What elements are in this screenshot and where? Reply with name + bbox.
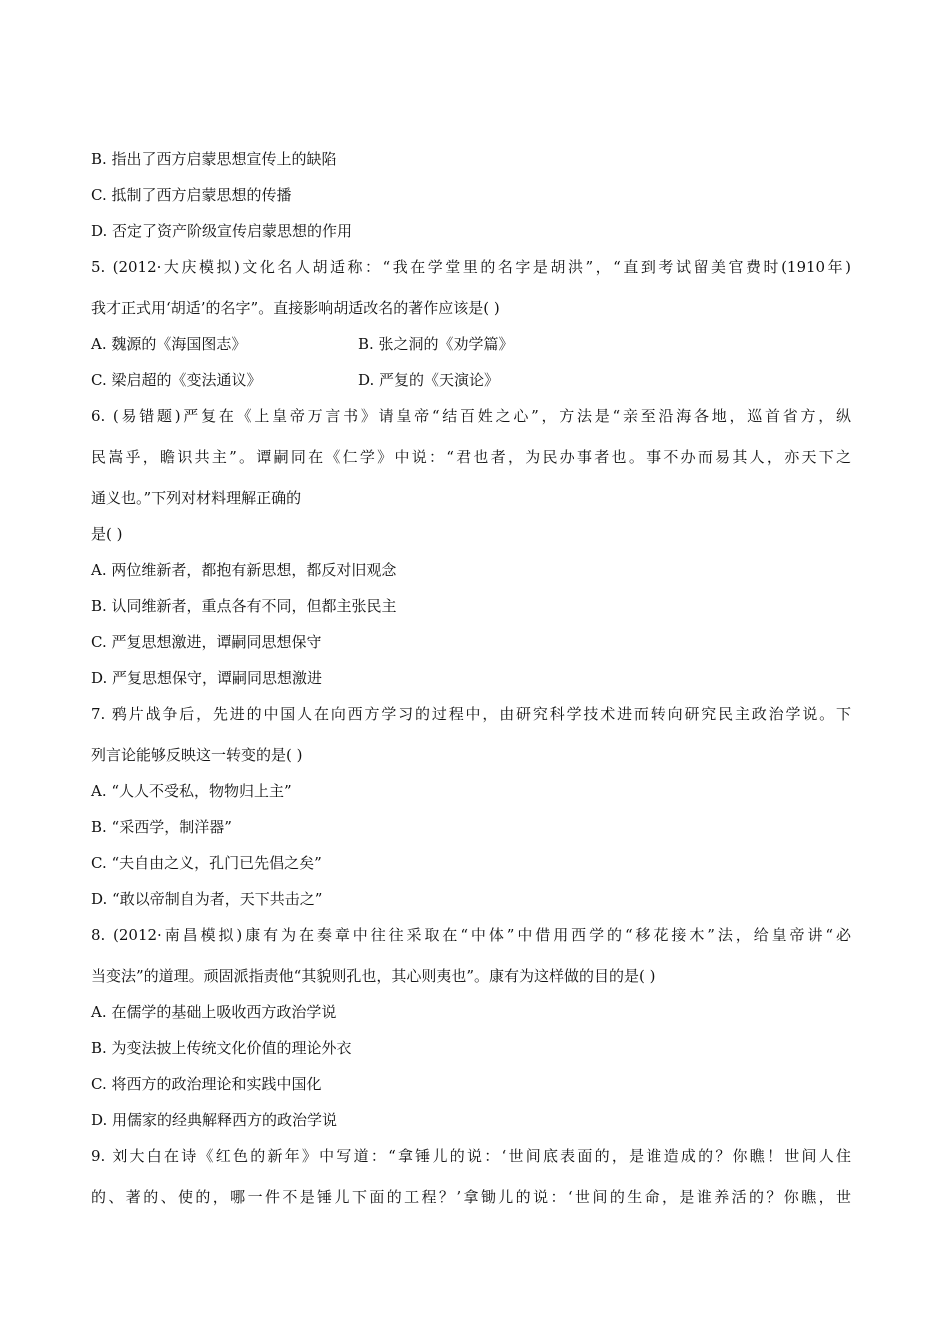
q5-option-a: A. 魏源的《海国图志》 bbox=[91, 335, 247, 353]
q8-option-d: D. 用儒家的经典解释西方的政治学说 bbox=[91, 1111, 338, 1129]
q6-option-a: A. 两位维新者，都抱有新思想，都反对旧观念 bbox=[91, 561, 397, 579]
q7-option-d: D. “敢以帝制自为者，天下共击之” bbox=[91, 890, 323, 908]
q7-stem-line2: 列言论能够反映这一转变的是( ) bbox=[91, 746, 303, 764]
q4-option-d: D. 否定了资产阶级宣传启蒙思想的作用 bbox=[91, 222, 353, 240]
q9-stem-line2: 的、著的、使的，哪一件不是锤儿下面的工程？’拿锄儿的说：‘世间的生命，是谁养活的？你瞧，世 bbox=[91, 1188, 851, 1206]
q8-option-a: A. 在儒学的基础上吸收西方政治学说 bbox=[91, 1003, 337, 1021]
q4-option-c: C. 抵制了西方启蒙思想的传播 bbox=[91, 186, 292, 204]
q5-stem-line1: 5. (2012·大庆模拟)文化名人胡适称：“我在学堂里的名字是胡洪”，“直到考试留美官费时(1910年) bbox=[91, 258, 851, 276]
q6-option-c: C. 严复思想激进，谭嗣同思想保守 bbox=[91, 633, 322, 651]
q8-option-c: C. 将西方的政治理论和实践中国化 bbox=[91, 1075, 322, 1093]
q5-stem-line2: 我才正式用‘胡适’的名字”。直接影响胡适改名的著作应该是( ) bbox=[91, 299, 500, 317]
q6-stem-line4: 是( ) bbox=[91, 525, 123, 543]
q9-stem-line1: 9. 刘大白在诗《红色的新年》中写道：“拿锤儿的说：‘世间底表面的，是谁造成的？你瞧！世间人住 bbox=[91, 1147, 851, 1165]
q6-stem-line2: 民嵩乎，瞻识共主”。谭嗣同在《仁学》中说：“君也者，为民办事者也。事不办而易其人，亦天下之 bbox=[91, 448, 851, 466]
q6-stem-line1: 6. (易错题)严复在《上皇帝万言书》请皇帝“结百姓之心”，方法是“亲至沿海各地，巡首省方，纵 bbox=[91, 407, 851, 425]
q8-stem-line1: 8. (2012·南昌模拟)康有为在奏章中往往采取在“中体”中借用西学的“移花接木”法，给皇帝讲“必 bbox=[91, 926, 851, 944]
q7-option-b: B. “采西学，制洋器” bbox=[91, 818, 232, 836]
q7-option-c: C. “夫自由之义，孔门已先倡之矣” bbox=[91, 854, 322, 872]
q8-stem-line2: 当变法”的道理。顽固派指责他“其貌则孔也，其心则夷也”。康有为这样做的目的是( ) bbox=[91, 967, 656, 985]
q6-option-b: B. 认同维新者，重点各有不同，但都主张民主 bbox=[91, 597, 397, 615]
q7-stem-line1: 7. 鸦片战争后，先进的中国人在向西方学习的过程中，由研究科学技术进而转向研究民主政治学说。下 bbox=[91, 705, 851, 723]
q8-option-b: B. 为变法披上传统文化价值的理论外衣 bbox=[91, 1039, 352, 1057]
q7-option-a: A. “人人不受私，物物归上主” bbox=[91, 782, 292, 800]
q5-option-b: B. 张之洞的《劝学篇》 bbox=[358, 335, 514, 353]
q4-option-b: B. 指出了西方启蒙思想宣传上的缺陷 bbox=[91, 150, 337, 168]
q6-option-d: D. 严复思想保守，谭嗣同思想激进 bbox=[91, 669, 323, 687]
q5-option-c: C. 梁启超的《变法通议》 bbox=[91, 371, 262, 389]
q6-stem-line3: 通义也。”下列对材料理解正确的 bbox=[91, 489, 302, 507]
q5-option-d: D. 严复的《天演论》 bbox=[358, 371, 500, 389]
